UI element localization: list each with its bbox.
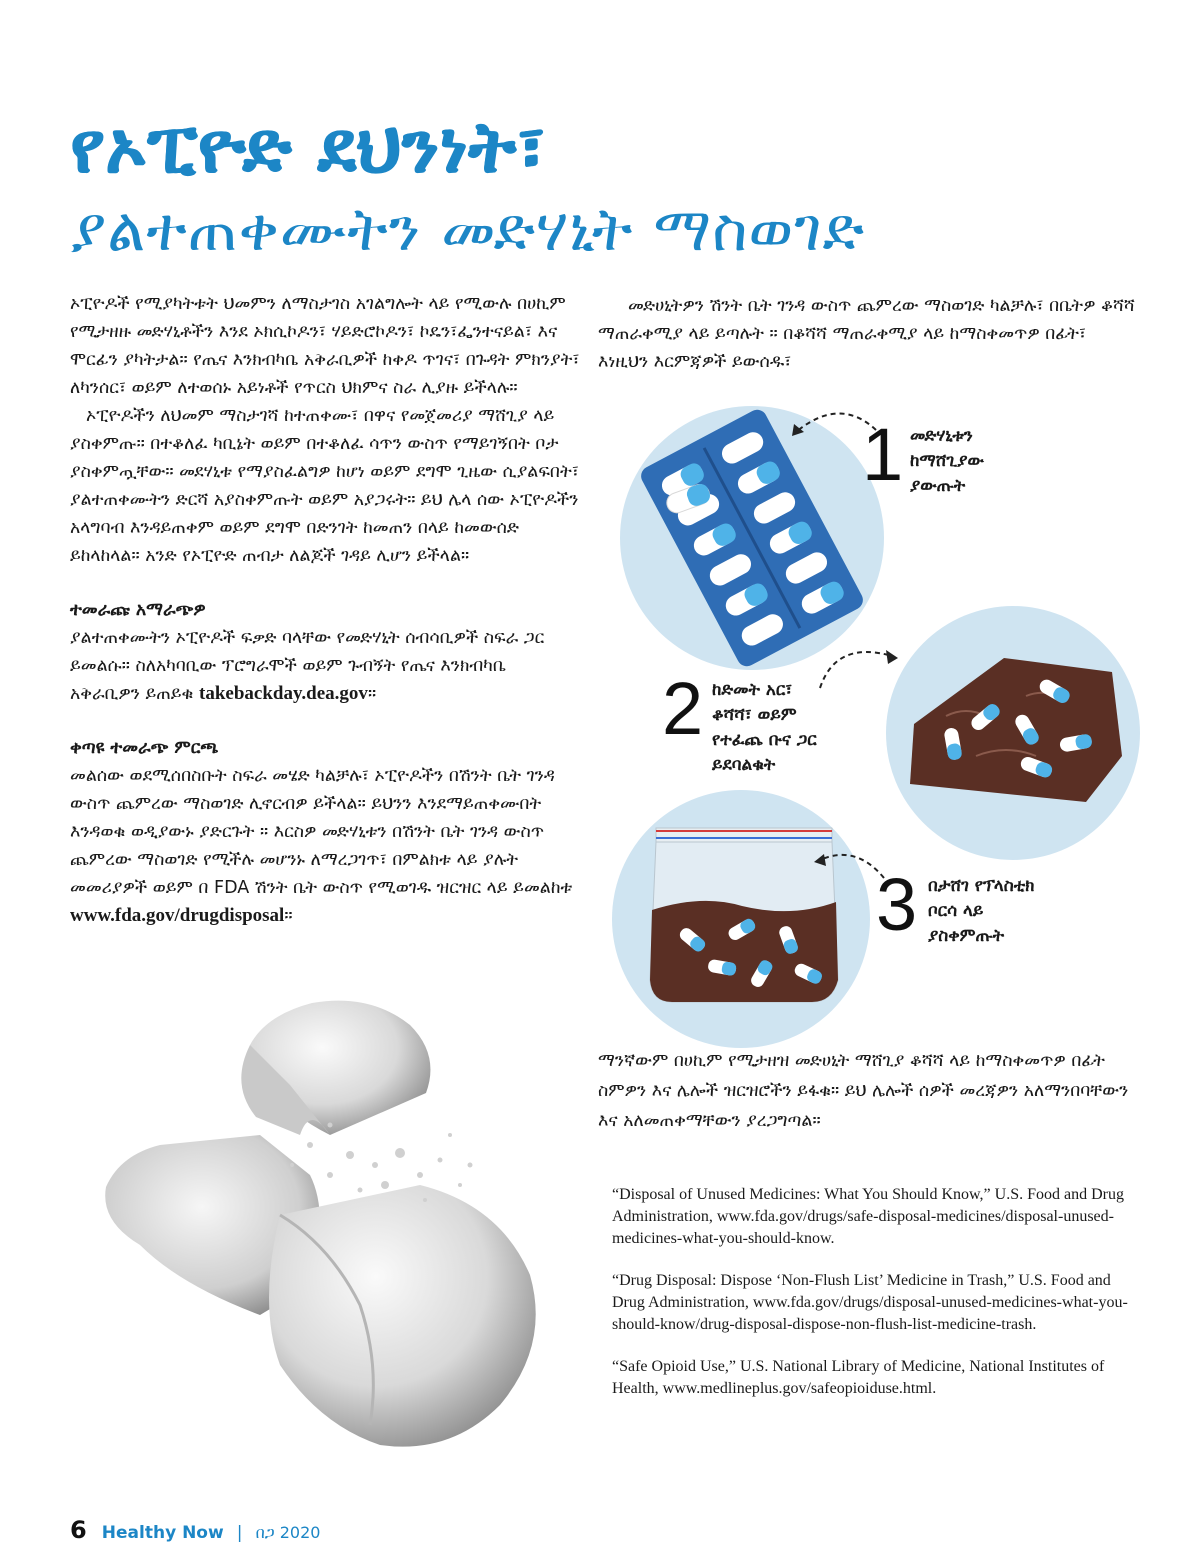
fda-disposal-link[interactable]: www.fda.gov/drugdisposal — [70, 905, 285, 926]
step-2 — [662, 667, 902, 782]
references — [612, 1184, 1142, 1420]
page-subtitle: ያልተጠቀሙትን መድሃኒት ማስወገድ — [70, 195, 866, 265]
right-intro-paragraph: መድሀኒትዎን ሽንት ቤት ገንዳ ውስጥ ጨምረው ማስወገድ ካልቻሉ፣ በቤትዎ ቆሻሻ ማጠራቀሚያ ላይ ይጣሉት ። በቆሻሻ ማጠራቀሚያ ላይ ከማስቀመጥዎ በፊት፣ እነዚህን እርምጃዎች ይውሰዱ፣ — [598, 296, 1135, 372]
privacy-note-paragraph: ማንኛውም በሀኪም የሚታዘዝ መድሀኒት ማሸጊያ ቆሻሻ ላይ ከማስቀመጥዎ በፊት ስምዎን እና ሌሎች ዝርዝሮችን ይፋቁ። ይህ ሌሎች ሰዎች መረጃዎን አለማንበባቸውን እና አለመጠቀማቸውን ያረጋግጣል። — [598, 1051, 1129, 1131]
reference-2: “Drug Disposal: Dispose ‘Non-Flush List’ Medicine in Trash,” U.S. Food and Drug Administration, www.fda.gov/drugs/disposal-unused-medicines-what-you-should-know/drug-disposal-dispose-non-flush-list-medicine-trash. — [612, 1272, 1128, 1333]
footer-separator: | — [236, 1523, 243, 1543]
storage-paragraph: ኦፒዮዶችን ለህመም ማስታገሻ ከተጠቀሙ፣ በዋና የመጀመሪያ ማሸጊያ ላይ ያስቀምጡ። በተቆለፈ ካቢኔት ወይም በተቆለፈ ሳጥን ውስጥ የማይገኝበት ቦታ ያስቀምጧቸው። መደሃኒቱ የማያስፈልግዎ ከሆነ ወይም ደግሞ ጊዜው ሲያልፍበት፣ ያልተጠቀሙትን ድርሻ አያስቀምጡት ወይም አያጋሩት። ይህ ሌላ ሰው ኦፒዮዶችን አላግባብ እንዳይጠቀም ወይም ደግሞ በድንገት ከመጠን በላይ ከመውሰድ ይከላከላል። አንድ የኦፒዮድ ጠብታ ለልጆች ገዳይ ሊሆን ይችላል። — [70, 406, 579, 566]
step-2-text: ከድመት አር፣ ቆሻሻ፣ ወይም የተፈጨ ቡና ጋር ይደባልቁት — [712, 680, 817, 775]
coffee-grounds-mixture-illustration — [886, 606, 1140, 860]
takeback-link[interactable]: takebackday.dea.gov — [199, 683, 368, 704]
page-footer — [70, 1518, 320, 1542]
intro-paragraph: ኦፒዮዶች የሚያካትቱት ህመምን ለማስታገስ አገልግሎት ላይ የሚውሉ በሀኪም የሚታዘዙ መድሃኒቶችን እንደ ኦክሲኮዶን፣ ሃይድሮኮዶን፣ ኮዴን፣ፌንተናይል፣ እና ሞርፊን ያካትታል። የጤና እንክብካቤ አቅራቢዎች ከቀዶ ጥገና፣ በጉዳት ምክንያት፣ ለካንሰር፣ ወይም ለተወሰኑ አይነቶች የጥርስ ህክምና ስራ ሊያዙ ይችላሉ። — [70, 294, 580, 398]
magazine-name: Healthy Now — [101, 1523, 224, 1543]
sealed-plastic-bag-illustration — [612, 790, 870, 1048]
page-number: 6 — [70, 1516, 87, 1544]
preferred-option-paragraph: ያልተጠቀሙትን ኦፒዮዶች ፍቃድ ባላቸው የመድሃኒት ሰብሳቢዎች ስፍራ ጋር ይመልሱ። ስለአካባቢው ፕሮግራሞች ወይም ጉብኝት የጤና እንክብካቤ አቅራቢዎን ይጠይቁ takebackday.dea.gov። — [70, 628, 545, 704]
left-column — [70, 290, 580, 930]
privacy-note — [598, 1046, 1138, 1136]
step-3 — [876, 863, 1096, 948]
plastic-bag-icon — [612, 790, 870, 1048]
next-option-heading: ቀጣዩ ተመራጭ ምርጫ — [70, 738, 219, 758]
step-3-text: በታሸገ የፕላስቲክ ቦርሳ ላይ ያስቀምጡት — [928, 876, 1035, 946]
preferred-option-heading: ተመራጩ አማራጭዎ — [70, 600, 206, 620]
step-1-number: 1 — [862, 413, 904, 496]
step-3-number: 3 — [876, 863, 918, 946]
reference-1: “Disposal of Unused Medicines: What You Should Know,” U.S. Food and Drug Administration, www.fda.gov/drugs/safe-disposal-medicines/disposal-unused-medicines-what-you-should-know. — [612, 1186, 1124, 1247]
next-option-paragraph: መልሰው ወደሚሰበስቡት ስፍራ መሄድ ካልቻሉ፣ ኦፒዮዶችን በሽንት ቤት ገንዳ ውስጥ ጨምረው ማስወገድ ሊኖርብዎ ይችላል። ይህንን እንደማይጠቀሙበት እንዳወቁ ወዲያውኑ ያድርጉት ። እርስዎ መድሃኒቱን በሽንት ቤት ገንዳ ውስጥ ጨምረው ማስወገድ የሚችሉ መሆንኑ ለማረጋገጥ፣ በምልክቱ ላይ ያሉት መመሪያዎች ወይም በ FDA ሽንት ቤት ውስጥ የሚወገዱ ዝርዝር ላይ ይመልከቱ www.fda.gov/drugdisposal። — [70, 766, 573, 926]
step-2-number: 2 — [662, 667, 704, 750]
right-intro — [598, 292, 1138, 376]
page-title: የኦፒዮድ ደህንነት፣ — [70, 106, 547, 188]
broken-capsule-image — [30, 985, 590, 1465]
reference-3: “Safe Opioid Use,” U.S. National Library of Medicine, National Institutes of Health, www.medlineplus.gov/safeopioiduse.html. — [612, 1358, 1105, 1397]
step-1 — [862, 413, 1042, 508]
step-1-text: መድሃኒቱን ከማሸጊያው ያውጡት — [910, 426, 984, 496]
mixture-icon — [886, 606, 1140, 860]
issue-date: በጋ 2020 — [255, 1523, 321, 1542]
